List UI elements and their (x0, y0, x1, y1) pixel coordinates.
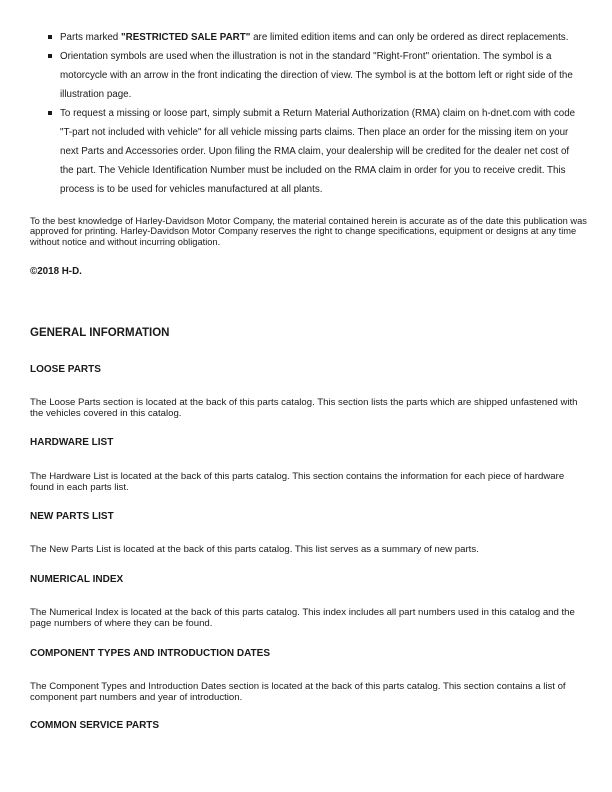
loose-parts-text: The Loose Parts section is located at the back of this parts catalog. This section lists the parts which are shipped unfastened with the vehicles covered in this catalog. (30, 397, 578, 419)
loose-parts-heading: LOOSE PARTS (30, 364, 101, 375)
hardware-list-text: The Hardware List is located at the back of this parts catalog. This section contains the information for each piece of hardware found in each parts list. (30, 471, 565, 493)
common-service-parts-heading: COMMON SERVICE PARTS (30, 720, 160, 731)
general-information-heading: GENERAL INFORMATION (30, 327, 170, 339)
note-text: Orientation symbols are used when the illustration is not in the standard "Right-Front" orientation. The symbol is a motorcycle with an arrow in the front indicating the direction of view. The symbol is at the bottom left or right side of the illustration page. (60, 51, 573, 100)
note-orientation-symbols (44, 47, 584, 104)
new-parts-list-heading: NEW PARTS LIST (30, 511, 114, 522)
numerical-index-heading: NUMERICAL INDEX (30, 574, 124, 585)
note-missing-parts (44, 104, 584, 199)
note-text: are limited edition items and can only be ordered as direct replacements. (250, 32, 569, 43)
note-text: Parts marked (60, 32, 121, 43)
component-types-text: The Component Types and Introduction Dates section is located at the back of this parts catalog. This section contains a list of component part numbers and year of introduction. (30, 681, 566, 703)
note-text: To request a missing or loose part, simply submit a Return Material Authorization (RMA) claim on h-dnet.com with code "T-part not included with vehicle" for all vehicle missing parts claims. Then place an order for the missing item on your next Parts and Accessories order. Upon filing the RMA claim, your dealership will be credited for the dealer net cost of the part. The Vehicle Identification Number must be included on the RMA claim in order for you to receive credit. This process is to be used for vehicles manufactured at all plants. (60, 108, 576, 195)
new-parts-list-text: The New Parts List is located at the back of this parts catalog. This list serves as a summary of new parts. (30, 544, 479, 555)
note-restricted-sale (44, 28, 584, 47)
restricted-sale-label: "RESTRICTED SALE PART" (120, 32, 251, 43)
component-types-heading: COMPONENT TYPES AND INTRODUCTION DATES (30, 648, 271, 659)
disclaimer: To the best knowledge of Harley-Davidson Motor Company, the material contained herein is accurate as of the date this publication was approved for printing. Harley-Davidson Motor Company reserves the right to change specifications, equipment or designs at any time without notice and without incurring obligation. (30, 216, 587, 247)
numerical-index-text: The Numerical Index is located at the back of this parts catalog. This index includes all part numbers used in this catalog and the page numbers of where they can be found. (30, 607, 575, 629)
notes-list (44, 28, 584, 199)
hardware-list-heading: HARDWARE LIST (30, 437, 114, 448)
copyright: ©2018 H-D. (30, 266, 82, 277)
